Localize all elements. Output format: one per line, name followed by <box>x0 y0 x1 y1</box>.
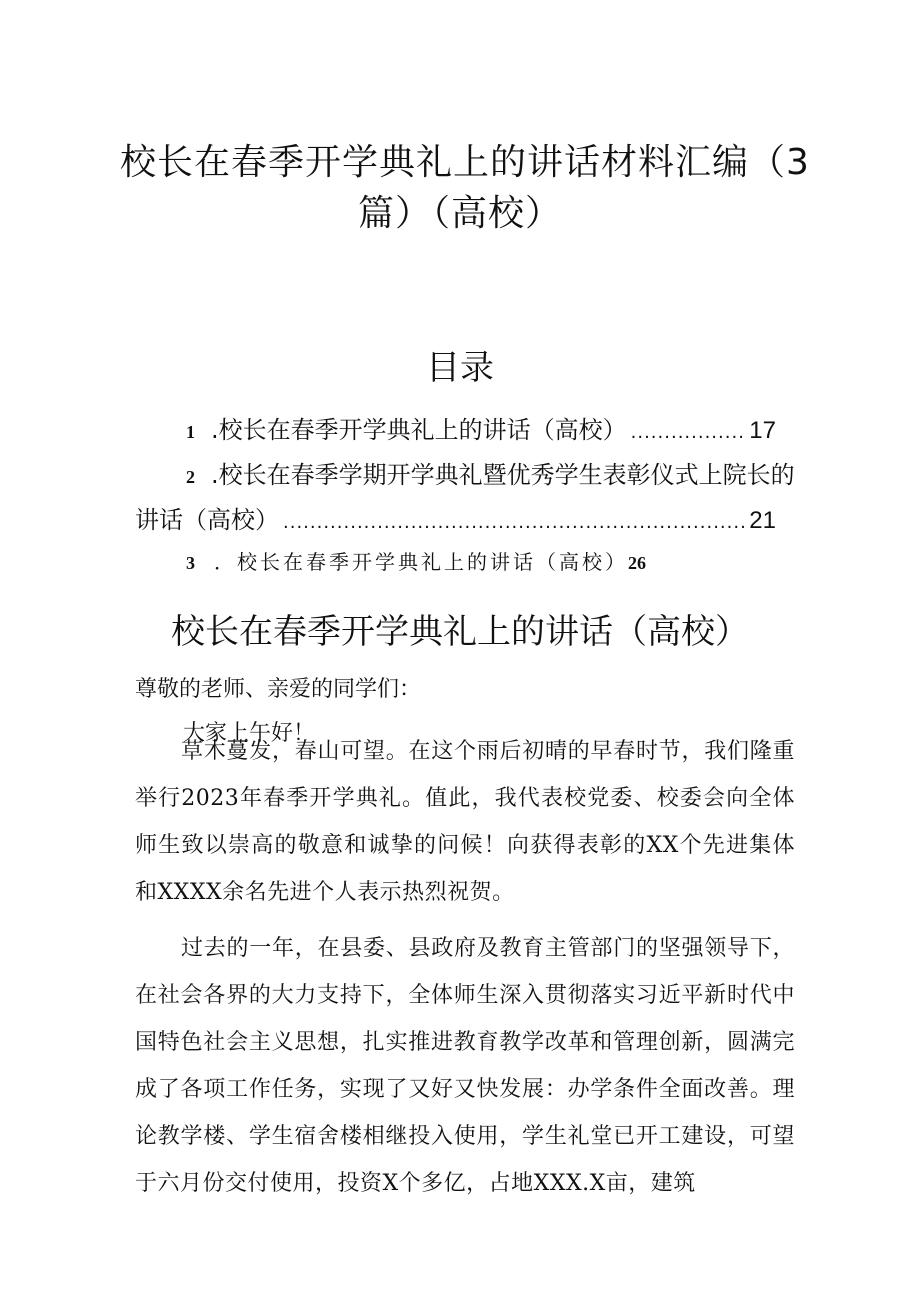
toc-entry-1[interactable] <box>186 410 776 445</box>
toc-entry-text: .校长在春季开学典礼上的讲话（高校） <box>211 416 627 444</box>
body-paragraph: 过去的一年，在县委、县政府及教育主管部门的坚强领导下，在社会各界的大力支持下，全体师生深入贯彻落实习近平新时代中国特色社会主义思想，扎实推进教育教学改革和管理创新，圆满完成了各项工作任务，实现了又好又快发展：办学条件全面改善。理论教学楼、学生宿舍楼相继投入使用，学生礼堂已开工建设，可望于六月份交付使用，投资X个多亿，占地XXX.X亩，建筑 <box>135 936 795 1196</box>
toc-page-number: 26 <box>628 553 646 573</box>
document-title-line1: 校长在春季开学典礼上的讲话材料汇编（3 <box>120 142 810 183</box>
toc-entry-text: 讲话（高校） <box>135 506 279 534</box>
document-title-line2: 篇）（高校） <box>357 193 562 234</box>
greeting: 尊敬的老师、亲爱的同学们： <box>135 677 422 702</box>
toc-entry-2[interactable] <box>186 455 795 490</box>
body-paragraph: 草木蔓发，春山可望。在这个雨后初晴的早春时节，我们隆重举行2023年春季开学典礼。值此，我代表校党委、校委会向全体师生致以崇高的敬意和诚挚的问候！向获得表彰的XX个先进集体和XXXX余名先进个人表示热烈祝贺。 <box>135 739 795 905</box>
toc-page-number: 21 <box>749 507 776 534</box>
toc-leader-dots <box>631 422 746 443</box>
toc-heading: 目录 <box>426 348 494 388</box>
toc-entry-number: 1 <box>186 422 195 442</box>
section-title: 校长在春季开学典礼上的讲话（高校） <box>171 612 749 652</box>
toc-leader-dots <box>283 512 745 533</box>
toc-entry-3[interactable] <box>186 546 646 575</box>
toc-entry-text: ．校长在春季开学典礼上的讲话（高校） <box>214 550 628 574</box>
toc-entry-number: 3 <box>186 553 198 573</box>
toc-entry-2-continued[interactable] <box>135 500 776 535</box>
toc-entry-number: 2 <box>186 467 195 487</box>
toc-entry-text: .校长在春季学期开学典礼暨优秀学生表彰仪式上院长的 <box>211 461 795 489</box>
toc-page-number: 17 <box>749 417 776 444</box>
salutation: 大家上午好！ <box>183 721 316 746</box>
